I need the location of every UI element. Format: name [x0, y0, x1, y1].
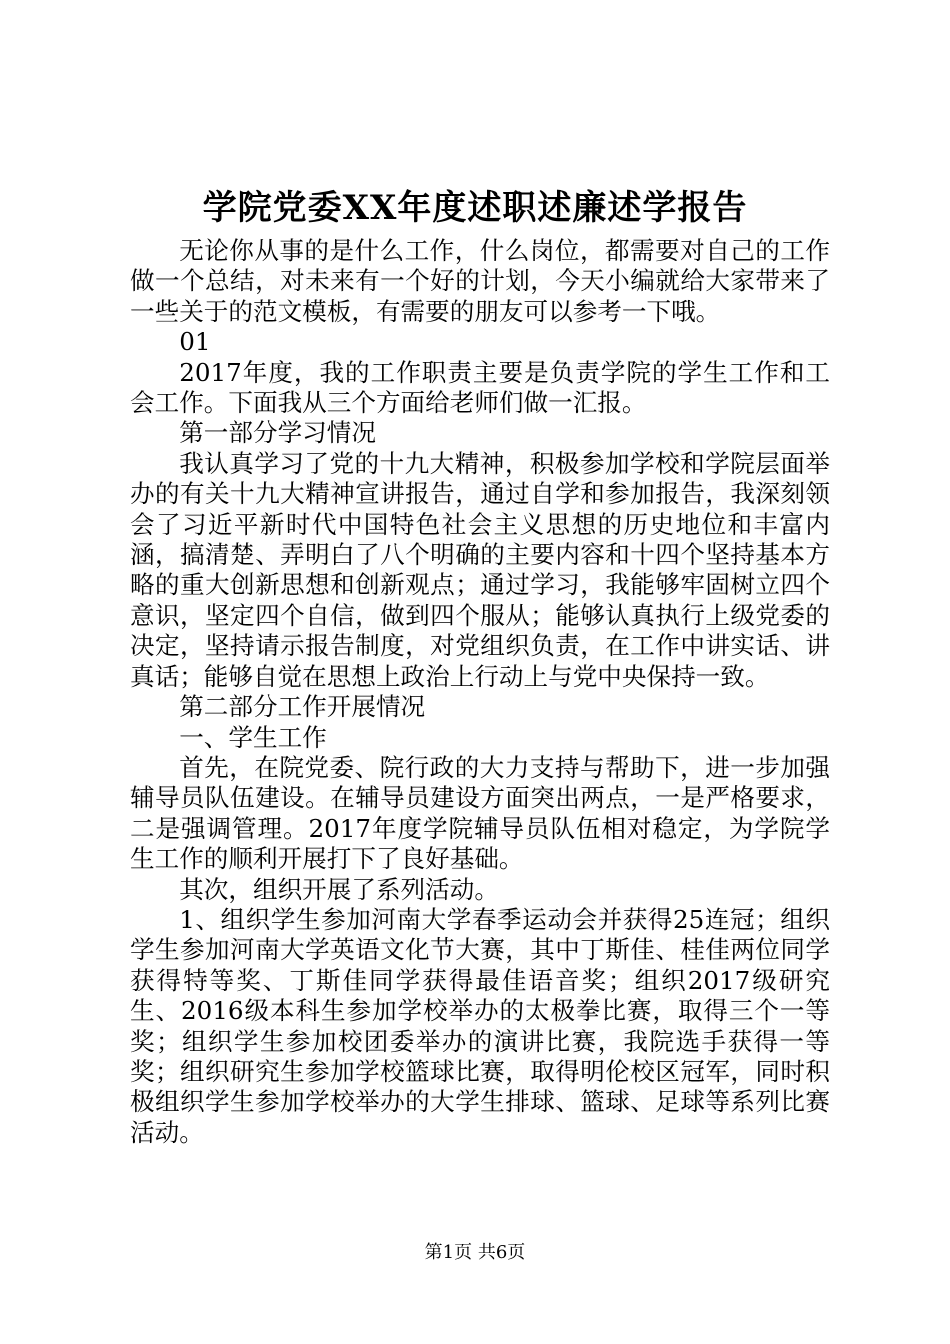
study-paragraph: 我认真学习了党的十九大精神，积极参加学校和学院层面举办的有关十九大精神宣讲报告，通过自学和参加报告，我深刻领会了习近平新时代中国特色社会主义思想的历史地位和丰富内涵，搞清楚、弄明白了八个明确的主要内容和十四个坚持基本方略的重大创新思想和创新观点；通过学习，我能够牢固树立四个意识，坚定四个自信，做到四个服从；能够认真执行上级党委的决定，坚持请示报告制度，对党组织负责，在工作中讲实话、讲真话；能够自觉在思想上政治上行动上与党中央保持一致。	[130, 448, 830, 691]
counselor-paragraph: 首先，在院党委、院行政的大力支持与帮助下，进一步加强辅导员队伍建设。在辅导员建设方面突出两点，一是严格要求，二是强调管理。2017年度学院辅导员队伍相对稳定，为学院学生工作的顺利开展打下了良好基础。	[130, 752, 830, 874]
section-number: 01	[179, 327, 211, 357]
subsection-heading-student-work: 一、学生工作	[179, 722, 327, 752]
section-heading-work: 第二部分工作开展情况	[179, 692, 426, 722]
activities-paragraph: 1、组织学生参加河南大学春季运动会并获得25连冠；组织学生参加河南大学英语文化节大赛，其中丁斯佳、桂佳两位同学获得特等奖、丁斯佳同学获得最佳语音奖；组织2017级研究生、2016级本科生参加学校举办的太极拳比赛，取得三个一等奖；组织学生参加校团委举办的演讲比赛，我院选手获得一等奖；组织研究生参加学校篮球比赛，取得明伦校区冠军，同时积极组织学生参加学校举办的大学生排球、篮球、足球等系列比赛活动。	[130, 904, 830, 1147]
intro-paragraph: 无论你从事的是什么工作，什么岗位，都需要对自己的工作做一个总结，对未来有一个好的计划，今天小编就给大家带来了一些关于的范文模板，有需要的朋友可以参考一下哦。	[130, 236, 830, 326]
section-heading-study: 第一部分学习情况	[179, 418, 376, 448]
document-title: 学院党委XX年度述职述廉述学报告	[202, 188, 748, 228]
document-body	[130, 236, 830, 1148]
page-number-footer: 第1页 共6页	[424, 1242, 526, 1263]
activities-intro-paragraph: 其次，组织开展了系列活动。	[179, 874, 499, 904]
summary-paragraph: 2017年度，我的工作职责主要是负责学院的学生工作和工会工作。下面我从三个方面给老师们做一汇报。	[130, 357, 830, 418]
